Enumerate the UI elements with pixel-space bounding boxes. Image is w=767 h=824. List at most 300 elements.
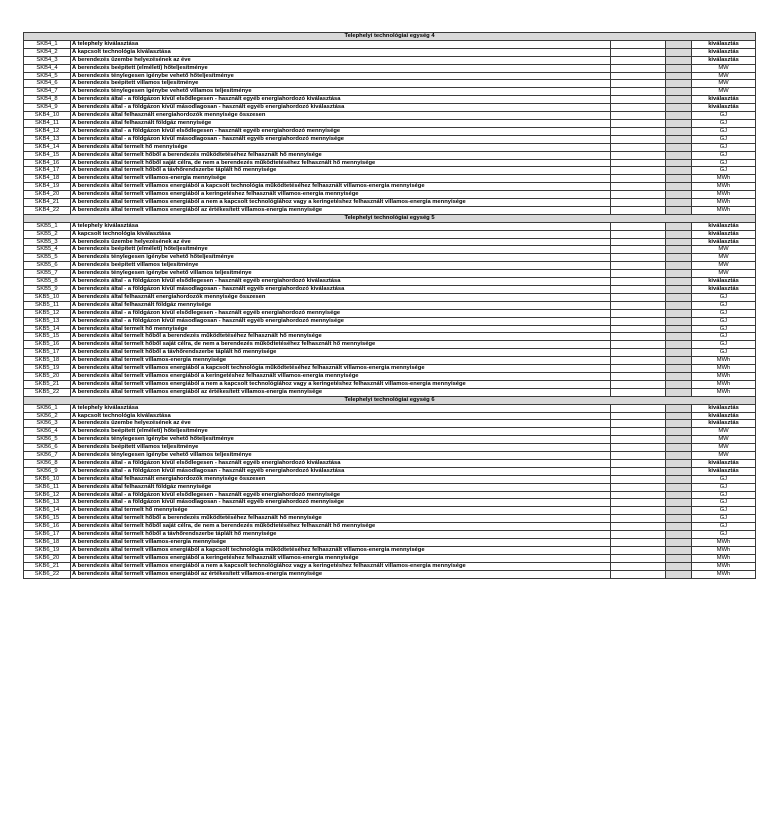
row-code-prefix: SKB5: [34, 293, 50, 300]
value-input-cell[interactable]: [611, 96, 666, 104]
row-description: A berendezés által termelt hőből saját célra, de nem a berendezés működtetéséhez felhasznált hő mennyisége: [71, 523, 611, 531]
unit-cell: kiválasztás: [692, 459, 756, 467]
unit-cell: kiválasztás: [692, 420, 756, 428]
row-description: A berendezés üzembe helyezésének az éve: [71, 56, 611, 64]
row-description: A berendezés által termelt hőből a berendezés működtetéséhez felhasznált hő mennyisége: [71, 151, 611, 159]
row-description: A berendezés beépített (elméleti) hőteljesítménye: [71, 428, 611, 436]
section-title: Telephelyi technológiai egység 4: [24, 33, 756, 41]
unit-cell: GJ: [692, 317, 756, 325]
row-code-number: 6: [54, 80, 58, 87]
row-code-number: 2: [54, 412, 58, 419]
row-description: A berendezés által termelt villamos energiából a kapcsolt technológia működtetéséhez felhasznált villamos-energia mennyisége: [71, 546, 611, 554]
unit-cell: GJ: [692, 143, 756, 151]
value-input-cell[interactable]: [611, 515, 666, 523]
value-input-cell[interactable]: [611, 420, 666, 428]
row-code-prefix: SKB6: [34, 483, 50, 490]
row-description: A berendezés által termelt hő mennyisége: [71, 507, 611, 515]
unit-cell: GJ: [692, 531, 756, 539]
row-code-prefix: SKB5: [36, 254, 52, 261]
unit-cell: kiválasztás: [692, 40, 756, 48]
unit-cell: kiválasztás: [692, 56, 756, 64]
table-row: [24, 546, 756, 554]
shaded-cell: [666, 199, 692, 207]
value-input-cell[interactable]: [611, 483, 666, 491]
unit-cell: MWh: [692, 357, 756, 365]
row-code-prefix: SKB6: [36, 459, 52, 466]
row-description: A berendezés által termelt villamos energiából a kapcsolt technológia működtetéséhez felhasznált villamos-energia mennyisége: [71, 365, 611, 373]
row-code-prefix: SKB5: [36, 230, 52, 237]
row-code-prefix: SKB5: [34, 372, 50, 379]
row-code-cell: SKB5_20: [24, 372, 71, 380]
table-row: [24, 523, 756, 531]
row-code-cell: SKB4_8: [24, 96, 71, 104]
value-input-cell[interactable]: [611, 278, 666, 286]
row-code-number: 17: [52, 167, 60, 174]
row-code-number: 11: [53, 301, 60, 308]
row-code-prefix: SKB4: [36, 48, 52, 55]
row-code-prefix: SKB4: [34, 143, 50, 150]
row-code-number: 4: [54, 428, 58, 435]
row-code-number: 17: [52, 349, 60, 356]
value-input-cell[interactable]: [611, 412, 666, 420]
table-row: [24, 404, 756, 412]
value-input-cell[interactable]: [611, 167, 666, 175]
value-input-cell[interactable]: [611, 104, 666, 112]
shaded-cell: [666, 230, 692, 238]
table-row: [24, 262, 756, 270]
table-row: [24, 278, 756, 286]
value-input-cell[interactable]: [611, 206, 666, 214]
unit-cell: kiválasztás: [692, 404, 756, 412]
row-code-number: 18: [52, 357, 60, 364]
row-code-prefix: SKB5: [34, 380, 50, 387]
row-code-prefix: SKB6: [34, 507, 50, 514]
table-row: [24, 412, 756, 420]
row-code-prefix: SKB6: [34, 523, 50, 530]
shaded-cell: [666, 80, 692, 88]
value-input-cell[interactable]: [611, 127, 666, 135]
row-code-prefix: SKB6: [34, 491, 50, 498]
row-code-cell: SKB6_15: [24, 515, 71, 523]
row-description: A berendezés által felhasznált földgáz mennyisége: [71, 301, 611, 309]
table-row: [24, 191, 756, 199]
row-description: A telephely kiválasztása: [71, 404, 611, 412]
unit-cell: MW: [692, 80, 756, 88]
row-code-number: 22: [52, 388, 60, 395]
row-code-prefix: SKB4: [34, 159, 50, 166]
shaded-cell: [666, 444, 692, 452]
unit-cell: kiválasztás: [692, 412, 756, 420]
row-code-cell: SKB6_18: [24, 539, 71, 547]
row-code-prefix: SKB4: [36, 72, 52, 79]
value-input-cell[interactable]: [611, 531, 666, 539]
value-input-cell[interactable]: [611, 293, 666, 301]
value-input-cell[interactable]: [611, 570, 666, 578]
row-code-number: 16: [52, 523, 60, 530]
shaded-cell: [666, 270, 692, 278]
unit-cell: GJ: [692, 151, 756, 159]
row-code-number: 4: [54, 64, 58, 71]
value-input-cell[interactable]: [611, 539, 666, 547]
unit-cell: GJ: [692, 483, 756, 491]
row-description: A berendezés által termelt villamos energiából a keringetéshez felhasznált villamos-energia mennyisége: [71, 372, 611, 380]
unit-cell: MWh: [692, 199, 756, 207]
row-description: A berendezés által termelt villamos energiából az értékesített villamos-energia mennyisége: [71, 206, 611, 214]
shaded-cell: [666, 96, 692, 104]
row-code-prefix: SKB6: [34, 515, 50, 522]
shaded-cell: [666, 325, 692, 333]
row-code-number: 14: [52, 325, 60, 332]
row-code-number: 9: [54, 286, 58, 292]
shaded-cell: [666, 515, 692, 523]
row-code-cell: SKB5_12: [24, 309, 71, 317]
shaded-cell: [666, 404, 692, 412]
row-description: A berendezés által felhasznált energiahordozók mennyisége összesen: [71, 475, 611, 483]
shaded-cell: [666, 317, 692, 325]
shaded-cell: [666, 467, 692, 475]
table-row: [24, 539, 756, 547]
value-input-cell[interactable]: [611, 135, 666, 143]
row-code-number: 12: [52, 491, 60, 498]
table-row: [24, 40, 756, 48]
shaded-cell: [666, 183, 692, 191]
row-code-number: 17: [52, 531, 60, 538]
value-input-cell[interactable]: [611, 380, 666, 388]
row-code-prefix: SKB4: [34, 167, 50, 174]
unit-cell: MW: [692, 254, 756, 262]
row-code-cell: SKB4_10: [24, 112, 71, 120]
row-code-number: 3: [54, 420, 58, 427]
value-input-cell[interactable]: [611, 175, 666, 183]
shaded-cell: [666, 452, 692, 460]
row-code-prefix: SKB6: [36, 428, 52, 435]
table-row: [24, 515, 756, 523]
unit-cell: kiválasztás: [692, 286, 756, 294]
row-description: A berendezés által termelt hő mennyisége: [71, 143, 611, 151]
value-input-cell[interactable]: [611, 349, 666, 357]
value-input-cell[interactable]: [611, 546, 666, 554]
value-input-cell[interactable]: [611, 222, 666, 230]
table-row: [24, 507, 756, 515]
shaded-cell: [666, 127, 692, 135]
unit-cell: GJ: [692, 119, 756, 127]
shaded-cell: [666, 531, 692, 539]
value-input-cell[interactable]: [611, 372, 666, 380]
unit-cell: MWh: [692, 372, 756, 380]
table-row: [24, 206, 756, 214]
value-input-cell[interactable]: [611, 507, 666, 515]
value-input-cell[interactable]: [611, 365, 666, 373]
value-input-cell[interactable]: [611, 325, 666, 333]
row-code-prefix: SKB5: [34, 333, 50, 340]
row-description: A berendezés ténylegesen igénybe vehető villamos teljesítménye: [71, 452, 611, 460]
row-code-number: 14: [52, 507, 60, 514]
value-input-cell[interactable]: [611, 191, 666, 199]
value-input-cell[interactable]: [611, 72, 666, 80]
table-row: [24, 151, 756, 159]
table-row: [24, 119, 756, 127]
row-description: A berendezés által felhasznált földgáz mennyisége: [71, 119, 611, 127]
value-input-cell[interactable]: [611, 56, 666, 64]
value-input-cell[interactable]: [611, 254, 666, 262]
row-code-cell: SKB5_22: [24, 388, 71, 396]
section-header-row: [24, 214, 756, 222]
value-input-cell[interactable]: [611, 404, 666, 412]
value-input-cell[interactable]: [611, 143, 666, 151]
row-code-number: 21: [52, 562, 60, 569]
shaded-cell: [666, 246, 692, 254]
unit-cell: MW: [692, 444, 756, 452]
row-description: A berendezés által - a földgázon kívül másodlagosan - használt egyéb energiahordozó mennyisége: [71, 499, 611, 507]
value-input-cell[interactable]: [611, 301, 666, 309]
unit-cell: MW: [692, 452, 756, 460]
value-input-cell[interactable]: [611, 491, 666, 499]
row-code-prefix: SKB4: [34, 206, 50, 213]
row-code-cell: SKB5_19: [24, 365, 71, 373]
row-code-cell: SKB5_2: [24, 230, 71, 238]
unit-cell: GJ: [692, 167, 756, 175]
value-input-cell[interactable]: [611, 238, 666, 246]
row-description: A berendezés beépített villamos teljesítménye: [71, 444, 611, 452]
row-code-prefix: SKB5: [36, 278, 52, 285]
row-code-cell: SKB4_13: [24, 135, 71, 143]
row-code-number: 7: [54, 270, 58, 277]
unit-cell: GJ: [692, 333, 756, 341]
row-code-cell: SKB4_16: [24, 159, 71, 167]
row-code-number: 4: [54, 246, 58, 253]
row-code-number: 16: [52, 159, 60, 166]
value-input-cell[interactable]: [611, 467, 666, 475]
unit-cell: GJ: [692, 127, 756, 135]
unit-cell: MW: [692, 436, 756, 444]
value-input-cell[interactable]: [611, 459, 666, 467]
row-code-prefix: SKB5: [34, 365, 50, 372]
row-description: A telephely kiválasztása: [71, 40, 611, 48]
row-code-number: 12: [52, 127, 60, 134]
table-row: [24, 246, 756, 254]
value-input-cell[interactable]: [611, 562, 666, 570]
unit-cell: MWh: [692, 191, 756, 199]
value-input-cell[interactable]: [611, 286, 666, 294]
row-code-number: 19: [52, 365, 60, 372]
row-code-prefix: SKB4: [36, 56, 52, 63]
value-input-cell[interactable]: [611, 151, 666, 159]
unit-cell: GJ: [692, 349, 756, 357]
row-code-number: 3: [54, 56, 58, 63]
unit-cell: MWh: [692, 206, 756, 214]
table-row: [24, 159, 756, 167]
row-description: A kapcsolt technológia kiválasztása: [71, 48, 611, 56]
value-input-cell[interactable]: [611, 270, 666, 278]
table-row: [24, 444, 756, 452]
row-code-number: 15: [52, 515, 60, 522]
row-code-number: 2: [54, 230, 58, 237]
row-code-cell: SKB6_6: [24, 444, 71, 452]
value-input-cell[interactable]: [611, 159, 666, 167]
row-code-cell: SKB4_7: [24, 88, 71, 96]
row-code-number: 19: [52, 183, 60, 190]
table-row: [24, 467, 756, 475]
row-code-number: 3: [54, 238, 58, 245]
unit-cell: MWh: [692, 562, 756, 570]
row-code-prefix: SKB4: [34, 191, 50, 198]
unit-cell: kiválasztás: [692, 238, 756, 246]
table-row: [24, 56, 756, 64]
section-header-row: [24, 396, 756, 404]
value-input-cell[interactable]: [611, 64, 666, 72]
row-code-number: 13: [52, 135, 60, 142]
shaded-cell: [666, 112, 692, 120]
unit-cell: kiválasztás: [692, 96, 756, 104]
table-row: [24, 72, 756, 80]
value-input-cell[interactable]: [611, 112, 666, 120]
row-code-cell: SKB6_3: [24, 420, 71, 428]
shaded-cell: [666, 309, 692, 317]
row-code-prefix: SKB5: [34, 341, 50, 348]
value-input-cell[interactable]: [611, 80, 666, 88]
shaded-cell: [666, 570, 692, 578]
unit-cell: GJ: [692, 475, 756, 483]
value-input-cell[interactable]: [611, 452, 666, 460]
table-row: [24, 64, 756, 72]
value-input-cell[interactable]: [611, 428, 666, 436]
table-row: [24, 357, 756, 365]
row-code-prefix: SKB4: [36, 64, 52, 71]
unit-cell: GJ: [692, 499, 756, 507]
table-row: [24, 420, 756, 428]
value-input-cell[interactable]: [611, 523, 666, 531]
value-input-cell[interactable]: [611, 475, 666, 483]
row-code-cell: SKB6_21: [24, 562, 71, 570]
shaded-cell: [666, 135, 692, 143]
row-description: A berendezés által termelt villamos energiából a keringetéshez felhasznált villamos-energia mennyisége: [71, 191, 611, 199]
unit-cell: MWh: [692, 380, 756, 388]
row-description: A kapcsolt technológia kiválasztása: [71, 230, 611, 238]
row-description: A berendezés beépített villamos teljesítménye: [71, 80, 611, 88]
row-description: A berendezés által termelt hőből saját célra, de nem a berendezés működtetéséhez felhasznált hő mennyisége: [71, 159, 611, 167]
row-code-prefix: SKB6: [36, 452, 52, 459]
value-input-cell[interactable]: [611, 309, 666, 317]
row-code-prefix: SKB5: [34, 357, 50, 364]
value-input-cell[interactable]: [611, 444, 666, 452]
row-code-prefix: SKB6: [34, 554, 50, 561]
row-description: A berendezés által - a földgázon kívül másodlagosan - használt egyéb energiahordozó kiválasztása: [71, 104, 611, 112]
value-input-cell[interactable]: [611, 262, 666, 270]
row-description: A berendezés beépített (elméleti) hőteljesítménye: [71, 246, 611, 254]
row-description: A berendezés üzembe helyezésének az éve: [71, 420, 611, 428]
row-code-cell: SKB5_9: [24, 286, 71, 294]
row-code-cell: SKB6_5: [24, 436, 71, 444]
value-input-cell[interactable]: [611, 119, 666, 127]
value-input-cell[interactable]: [611, 88, 666, 96]
value-input-cell[interactable]: [611, 40, 666, 48]
row-code-cell: SKB6_10: [24, 475, 71, 483]
value-input-cell[interactable]: [611, 199, 666, 207]
value-input-cell[interactable]: [611, 183, 666, 191]
row-code-cell: SKB5_3: [24, 238, 71, 246]
value-input-cell[interactable]: [611, 388, 666, 396]
value-input-cell[interactable]: [611, 499, 666, 507]
table-row: [24, 183, 756, 191]
table-row: [24, 48, 756, 56]
shaded-cell: [666, 254, 692, 262]
shaded-cell: [666, 88, 692, 96]
row-description: A berendezés által termelt hőből saját célra, de nem a berendezés működtetéséhez felhasznált hő mennyisége: [71, 341, 611, 349]
table-row: [24, 499, 756, 507]
shaded-cell: [666, 222, 692, 230]
row-code-cell: SKB5_21: [24, 380, 71, 388]
row-code-prefix: SKB6: [36, 404, 52, 411]
row-description: A berendezés által termelt hőből a távhőrendszerbe táplált hő mennyisége: [71, 531, 611, 539]
shaded-cell: [666, 554, 692, 562]
row-code-cell: SKB6_17: [24, 531, 71, 539]
shaded-cell: [666, 341, 692, 349]
row-code-cell: SKB6_14: [24, 507, 71, 515]
table-row: [24, 562, 756, 570]
row-code-prefix: SKB5: [34, 325, 50, 332]
shaded-cell: [666, 420, 692, 428]
table-row: [24, 341, 756, 349]
row-code-number: 20: [52, 191, 60, 198]
shaded-cell: [666, 238, 692, 246]
value-input-cell[interactable]: [611, 341, 666, 349]
row-description: A berendezés által felhasznált földgáz mennyisége: [71, 483, 611, 491]
shaded-cell: [666, 428, 692, 436]
table-row: [24, 372, 756, 380]
row-code-cell: SKB6_22: [24, 570, 71, 578]
row-description: A telephely kiválasztása: [71, 222, 611, 230]
unit-cell: MW: [692, 428, 756, 436]
row-description: A berendezés által termelt villamos-energia mennyisége: [71, 175, 611, 183]
row-description: A berendezés által termelt villamos energiából az értékesített villamos-energia mennyisége: [71, 570, 611, 578]
row-description: A berendezés ténylegesen igénybe vehető hőteljesítménye: [71, 436, 611, 444]
unit-cell: GJ: [692, 112, 756, 120]
row-code-prefix: SKB5: [34, 317, 50, 324]
unit-cell: GJ: [692, 515, 756, 523]
value-input-cell[interactable]: [611, 357, 666, 365]
value-input-cell[interactable]: [611, 230, 666, 238]
value-input-cell[interactable]: [611, 48, 666, 56]
row-description: A berendezés ténylegesen igénybe vehető hőteljesítménye: [71, 254, 611, 262]
row-code-prefix: SKB4: [34, 119, 50, 126]
value-input-cell[interactable]: [611, 554, 666, 562]
value-input-cell[interactable]: [611, 246, 666, 254]
row-code-number: 5: [54, 72, 58, 79]
row-code-number: 20: [52, 372, 60, 379]
unit-cell: MWh: [692, 388, 756, 396]
shaded-cell: [666, 40, 692, 48]
unit-cell: kiválasztás: [692, 104, 756, 112]
row-code-prefix: SKB4: [36, 104, 52, 111]
value-input-cell[interactable]: [611, 317, 666, 325]
value-input-cell[interactable]: [611, 333, 666, 341]
table-row: [24, 428, 756, 436]
row-code-cell: SKB5_14: [24, 325, 71, 333]
table-row: [24, 325, 756, 333]
row-code-prefix: SKB4: [34, 135, 50, 142]
table-row: [24, 112, 756, 120]
table-row: [24, 293, 756, 301]
row-code-cell: SKB5_4: [24, 246, 71, 254]
table-row: [24, 452, 756, 460]
row-code-cell: SKB6_2: [24, 412, 71, 420]
table-row: [24, 135, 756, 143]
table-row: [24, 475, 756, 483]
value-input-cell[interactable]: [611, 436, 666, 444]
shaded-cell: [666, 388, 692, 396]
shaded-cell: [666, 286, 692, 294]
row-code-number: 19: [52, 546, 60, 553]
